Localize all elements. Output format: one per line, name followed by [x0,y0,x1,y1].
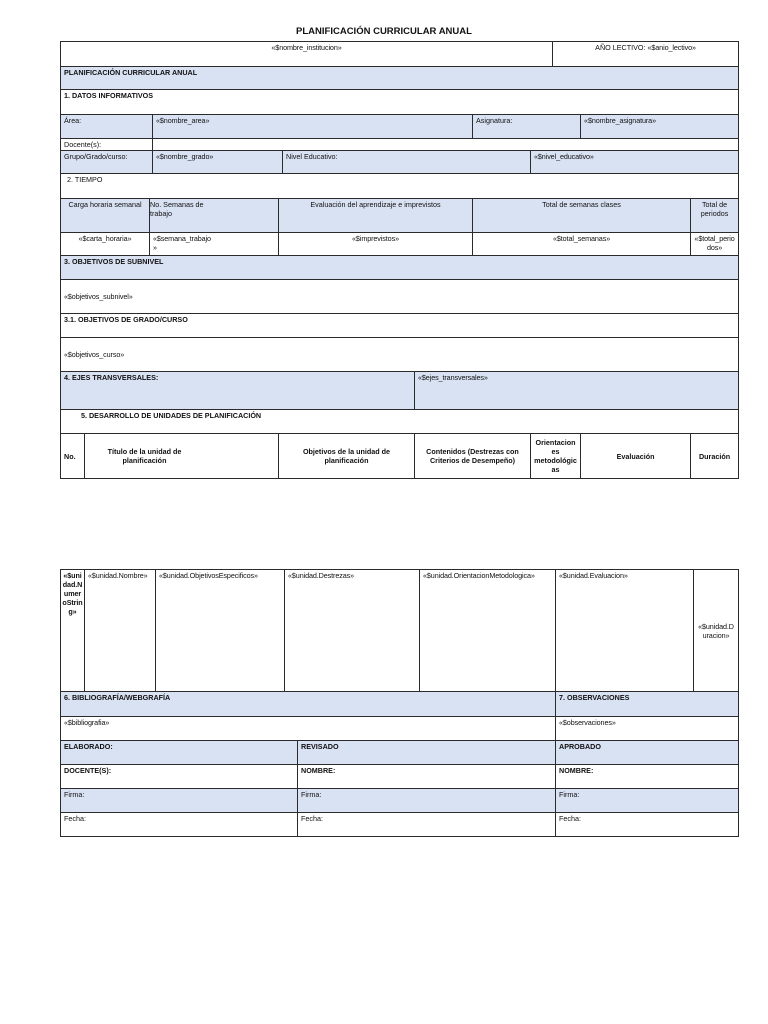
aprobado-firma-field[interactable]: Firma: [556,789,739,813]
desarrollo-title: 5. DESARROLLO DE UNIDADES DE PLANIFICACIÓN [61,410,739,434]
th-duracion: Duración [691,434,739,479]
th-objetivos-unidad: Objetivos de la unidad de planificación [279,434,415,479]
bibliografia-title: 6. BIBLIOGRAFÍA/WEBGRAFÍA [61,692,556,717]
document-title: PLANIFICACIÓN CURRICULAR ANUAL [296,26,472,37]
th-titulo-unidad: Título de la unidad de planificación [85,434,279,479]
unidad-objetivos-field[interactable]: «$unidad.ObjetivosEspecificos» [156,570,285,692]
revisado-firma-field[interactable]: Firma: [298,789,556,813]
docentes-signature-field[interactable]: DOCENTE(S): [61,765,298,789]
observaciones-field[interactable]: «$observaciones» [556,717,739,741]
objetivos-curso-field[interactable]: «$objetivos_curso» [61,338,739,372]
section-title: PLANIFICACIÓN CURRICULAR ANUAL [61,67,739,90]
th-semanas-trabajo: No. Semanas de trabajo [150,199,279,233]
th-total-periodos: Total de periodos [691,199,739,233]
unidad-destrezas-field[interactable]: «$unidad.Destrezas» [285,570,420,692]
aprobado-nombre-field[interactable]: NOMBRE: [556,765,739,789]
observaciones-title: 7. OBSERVACIONES [556,692,739,717]
bibliografia-field[interactable]: «$bibliografia» [61,717,556,741]
objetivos-subnivel-field[interactable]: «$objetivos_subnivel» [61,280,739,314]
aprobado-fecha-field[interactable]: Fecha: [556,813,739,837]
tiempo-title: 2. TIEMPO [61,174,739,199]
unidad-nombre-field[interactable]: «$unidad.Nombre» [85,570,156,692]
revisado-fecha-field[interactable]: Fecha: [298,813,556,837]
grupo-field[interactable]: «$nombre_grado» [153,151,283,174]
ejes-title: 4. EJES TRANSVERSALES: [61,372,415,410]
unidad-orientacion-field[interactable]: «$unidad.OrientacionMetodologica» [420,570,556,692]
anio-lectivo-cell[interactable] [553,42,739,67]
institucion-field[interactable]: «$nombre_institucion» [61,42,553,67]
total-periodos-field[interactable]: «$total_periodos» [691,233,739,256]
unidad-numero-field[interactable]: «$unidad.NumeroString» [61,570,85,692]
revisado-nombre-field[interactable]: NOMBRE: [298,765,556,789]
revisado-label: REVISADO [298,741,556,765]
th-total-semanas: Total de semanas clases [473,199,691,233]
planning-table-bottom [60,569,739,837]
unidad-duracion-field[interactable]: «$unidad.Duracion» [694,570,739,692]
objetivos-subnivel-title: 3. OBJETIVOS DE SUBNIVEL [61,256,739,280]
th-no: No. [61,434,85,479]
anio-label: AÑO LECTIVO: [595,43,646,52]
planning-table-top [60,41,739,479]
aprobado-label: APROBADO [556,741,739,765]
elaborado-firma-field[interactable]: Firma: [61,789,298,813]
th-evaluacion-imprevistos: Evaluación del aprendizaje e imprevistos [279,199,473,233]
objetivos-curso-title: 3.1. OBJETIVOS DE GRADO/CURSO [61,314,739,338]
carga-horaria-field[interactable]: «$carta_horaria» [61,233,150,256]
th-evaluacion: Evaluación [581,434,691,479]
datos-informativos-title: 1. DATOS INFORMATIVOS [61,90,739,115]
unidad-evaluacion-field[interactable]: «$unidad.Evaluacion» [556,570,694,692]
docentes-field[interactable] [153,139,739,151]
asignatura-field[interactable]: «$nombre_asignatura» [581,115,739,139]
ejes-field[interactable]: «$ejes_transversales» [415,372,739,410]
elaborado-label: ELABORADO: [61,741,298,765]
th-contenidos: Contenidos (Destrezas con Criterios de Desempeño) [415,434,531,479]
docentes-label: Docente(s): [61,139,153,151]
total-semanas-field[interactable]: «$total_semanas» [473,233,691,256]
semanas-trabajo-field[interactable]: «$semana_trabajo» [150,233,279,256]
nivel-field[interactable]: «$nivel_educativo» [531,151,739,174]
elaborado-fecha-field[interactable]: Fecha: [61,813,298,837]
th-orientaciones: Orientaciones metodológicas [531,434,581,479]
nivel-label: Nivel Educativo: [283,151,531,174]
imprevistos-field[interactable]: «$imprevistos» [279,233,473,256]
area-label: Área: [61,115,153,139]
area-field[interactable]: «$nombre_area» [153,115,473,139]
grupo-label: Grupo/Grado/curso: [61,151,153,174]
asignatura-label: Asignatura: [473,115,581,139]
th-carga-horaria: Carga horaria semanal [61,199,150,233]
anio-value[interactable]: «$anio_lectivo» [647,43,696,52]
